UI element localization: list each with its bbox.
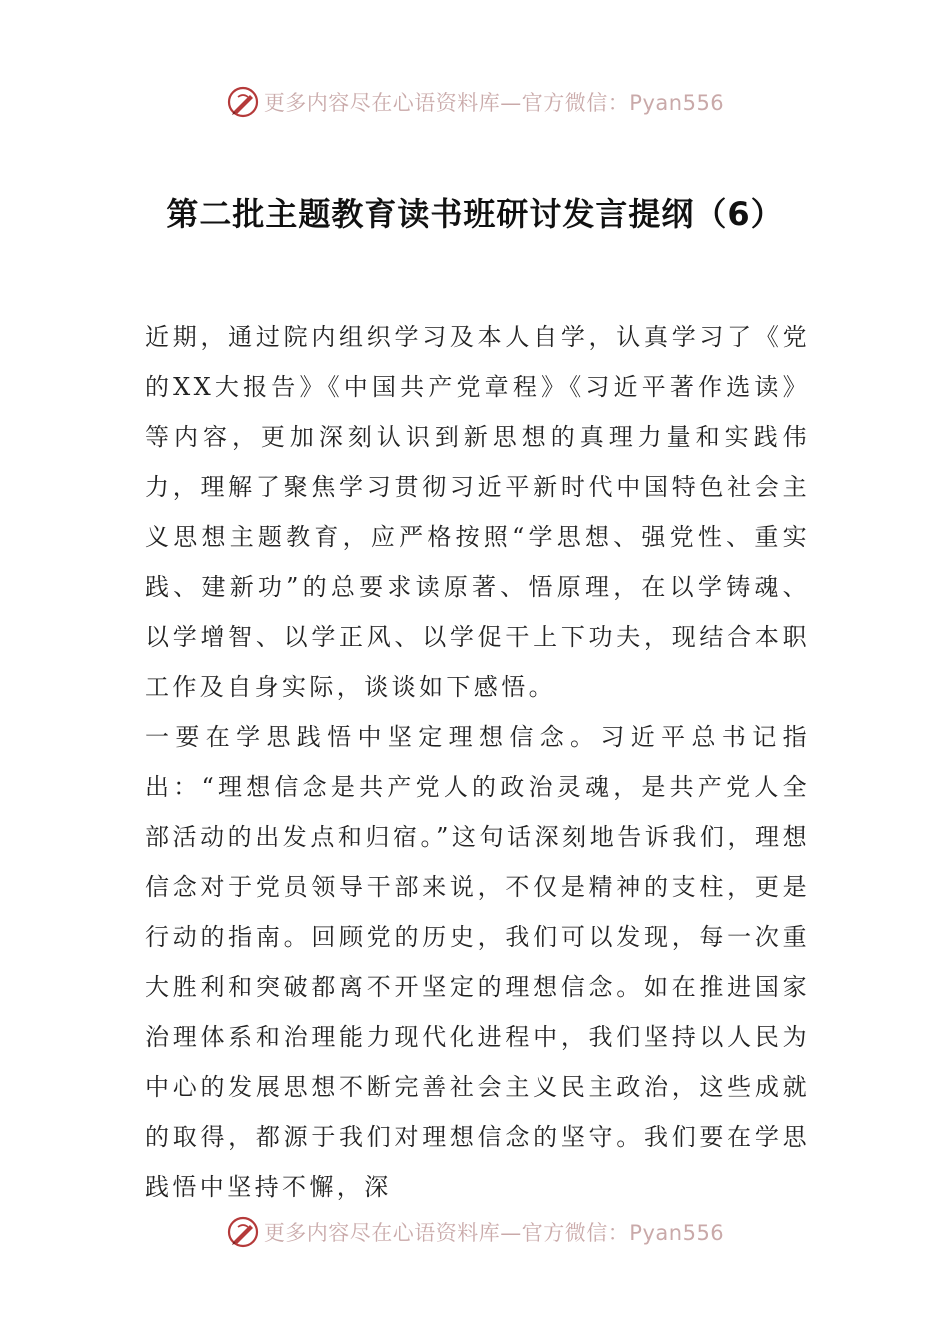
header-banner-content [226, 85, 724, 119]
footer-banner [0, 1212, 950, 1252]
pen-logo-icon [226, 85, 260, 119]
document-body [145, 312, 810, 1212]
footer-banner-text: 更多内容尽在心语资料库—官方微信：Pyan556 [263, 1221, 725, 1245]
header-banner-text: 更多内容尽在心语资料库—官方微信：Pyan556 [263, 91, 725, 115]
paragraph: 一要在学思践悟中坚定理想信念。习近平总书记指出：“理想信念是共产党人的政治灵魂，是共产党人全部活动的出发点和归宿。”这句话深刻地告诉我们，理想信念对于党员领导干部来说，不仅是精神的支柱，更是行动的指南。回顾党的历史，我们可以发现，每一次重大胜利和突破都离不开坚定的理想信念。如在推进国家治理体系和治理能力现代化进程中，我们坚持以人民为中心的发展思想不断完善社会主义民主政治，这些成就的取得，都源于我们对理想信念的坚守。我们要在学思践悟中坚持不懈，深 [145, 723, 810, 1201]
footer-banner-content [226, 1215, 724, 1249]
paragraph: 近期，通过院内组织学习及本人自学，认真学习了《党的XX大报告》《中国共产党章程》《习近平著作选读》等内容，更加深刻认识到新思想的真理力量和实践伟力，理解了聚焦学习贯彻习近平新时代中国特色社会主义思想主题教育，应严格按照“学思想、强党性、重实践、建新功”的总要求读原著、悟原理，在以学铸魂、以学增智、以学正风、以学促干上下功夫，现结合本职工作及自身实际，谈谈如下感悟。 [145, 323, 810, 701]
pen-logo-icon [226, 1215, 260, 1249]
header-banner [0, 82, 950, 122]
document-title: 第二批主题教育读书班研讨发言提纲（6） [166, 195, 784, 234]
